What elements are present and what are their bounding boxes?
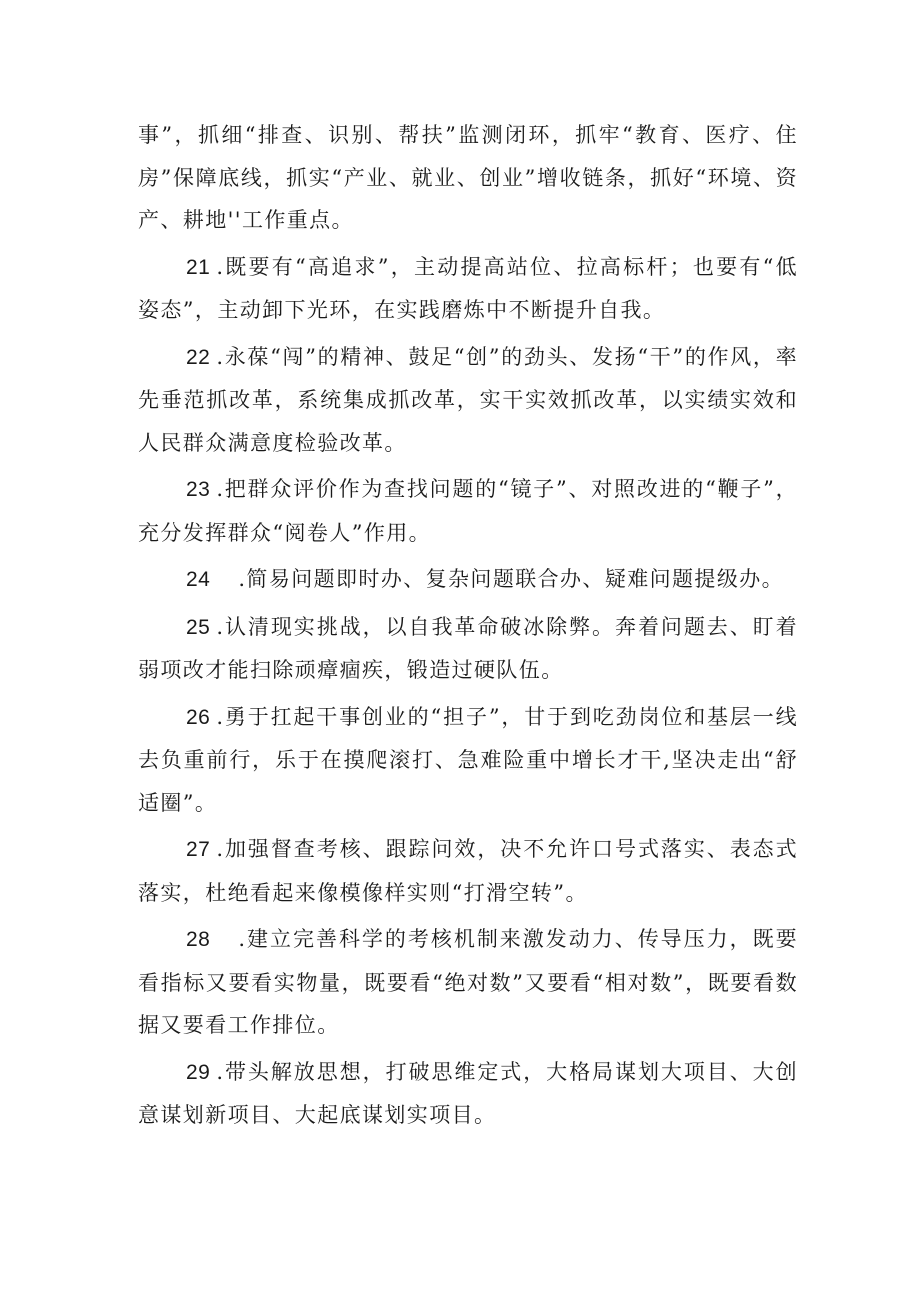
item-number: 21 (186, 255, 211, 279)
list-item-22 (138, 336, 798, 465)
item-text: .加强督查考核、跟踪问效，决不允许口号式落实、表态式落实，杜绝看起来像模像样实则“打滑空转”。 (138, 837, 798, 905)
list-item-24 (138, 558, 798, 602)
list-item-23 (138, 468, 798, 554)
item-number: 27 (186, 838, 211, 861)
item-number: 23 (186, 478, 211, 501)
item-number: 29 (186, 1060, 211, 1084)
list-item-29 (138, 1051, 798, 1137)
item-text: .既要有“高追求”，主动提高站位、拉高标杆；也要有“低姿态”，主动卸下光环，在实践磨炼中不断提升自我。 (138, 254, 798, 322)
item-number: 26 (186, 705, 211, 729)
item-text: .勇于扛起干事创业的“担子”，甘于到吃劲岗位和基层一线去负重前行，乐于在摸爬滚打、急难险重中增长才干,坚决走出“舒适圈”。 (138, 704, 798, 815)
item-number: 24 (186, 568, 211, 591)
item-text: .建立完善科学的考核机制来激发动力、传导压力，既要看指标又要看实物量，既要看“绝对数”又要看“相对数”，既要看数据又要看工作排位。 (138, 927, 798, 1037)
item-text: .永葆“闯”的精神、鼓足“创”的劲头、发扬“干”的作风，率先垂范抓改革，系统集成抓改革，实干实效抓改革，以实绩实效和人民群众满意度检验改革。 (138, 344, 798, 455)
list-item-28 (138, 918, 798, 1047)
document-body (138, 114, 798, 1141)
item-text: .简易问题即时办、复杂问题联合办、疑难问题提级办。 (238, 567, 785, 591)
list-item-26 (138, 696, 798, 825)
list-item-27 (138, 828, 798, 914)
list-item-21 (138, 246, 798, 332)
item-text: .认清现实挑战，以自我革命破冰除弊。奔着问题去、盯着弱项改才能扫除顽瘴痼疾，锻造过硬队伍。 (138, 614, 798, 682)
item-number: 28 (186, 928, 211, 951)
list-item-25 (138, 606, 798, 692)
continuation-paragraph: 事”，抓细“排查、识别、帮扶”监测闭环，抓牢“教育、医疗、住房”保障底线，抓实“产业、就业、创业”增收链条，抓好“环境、资产、耕地''工作重点。 (138, 123, 798, 232)
item-number: 22 (186, 345, 211, 369)
item-number: 25 (186, 615, 211, 639)
item-text: .把群众评价作为查找问题的“镜子”、对照改进的“鞭子”，充分发挥群众“阅卷人”作用。 (138, 477, 798, 545)
item-text: .带头解放思想，打破思维定式，大格局谋划大项目、大创意谋划新项目、大起底谋划实项目。 (138, 1059, 798, 1127)
